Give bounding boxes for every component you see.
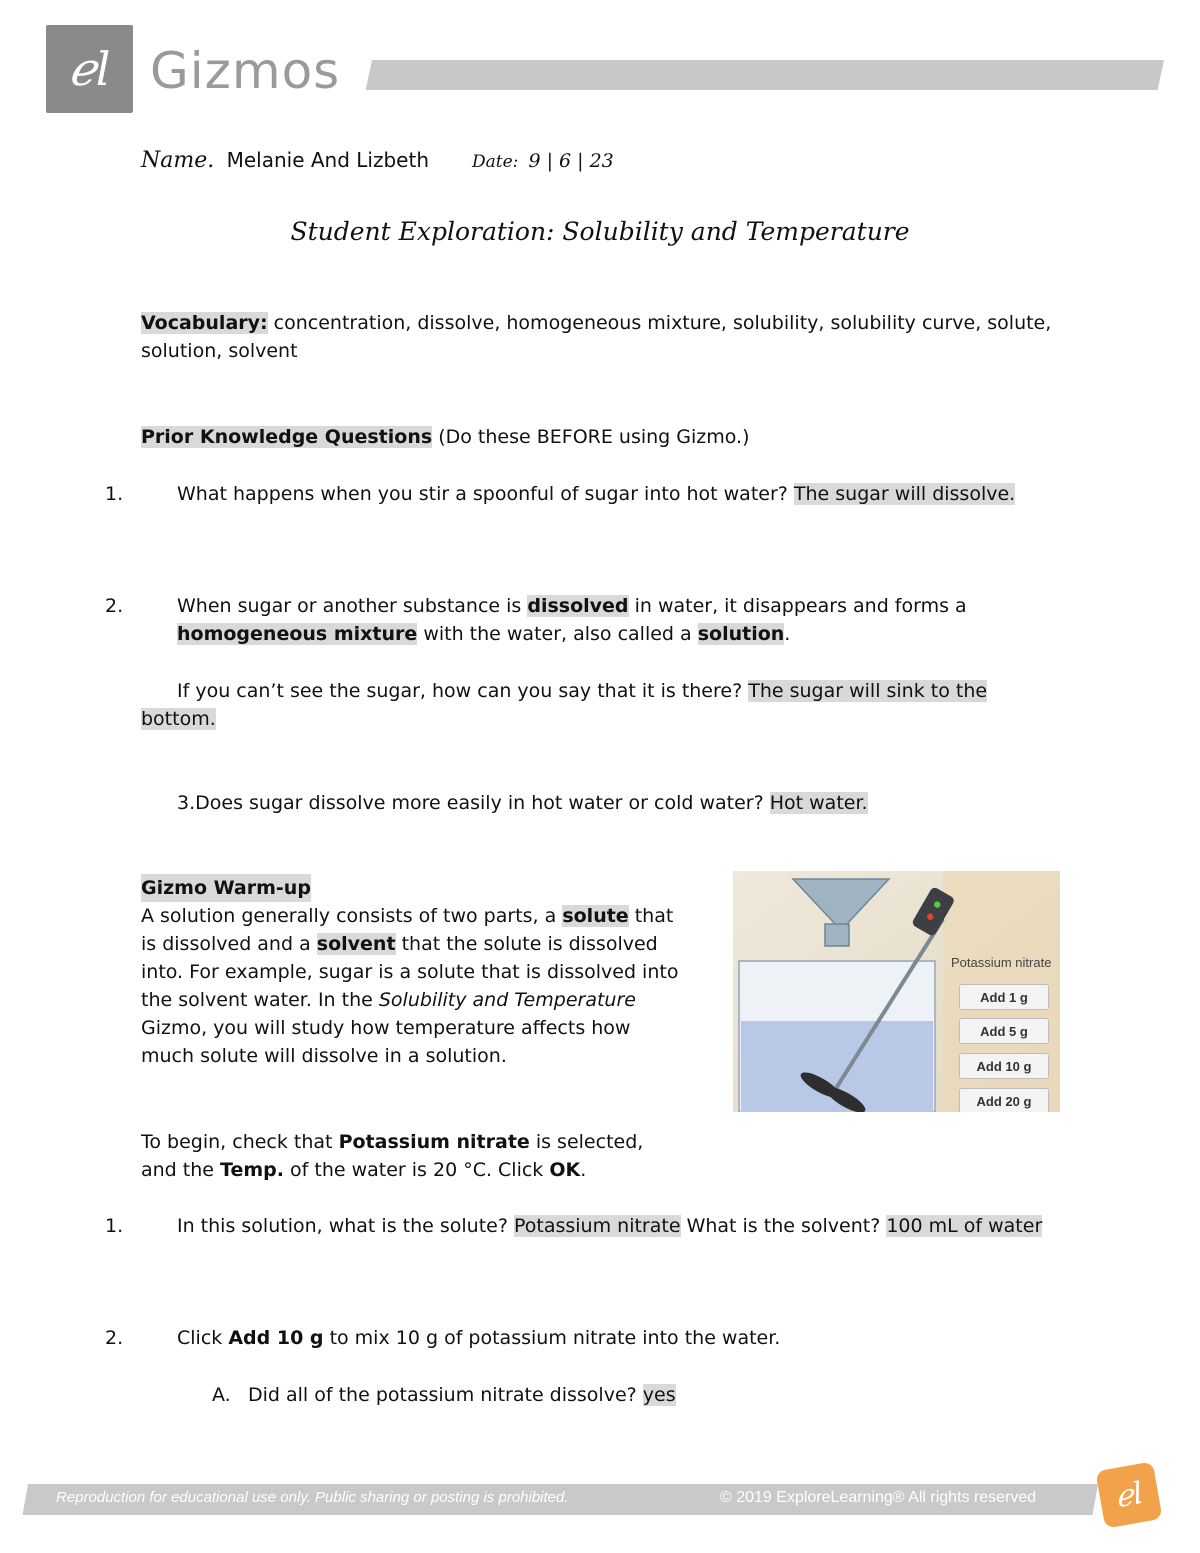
- question-2: 2. Click Add 10 g to mix 10 g of potassium nitrate into the water.: [105, 1327, 781, 1349]
- answer-3: Hot water.: [769, 792, 868, 814]
- date-label: Date:: [472, 152, 519, 172]
- gizmo-screenshot: [733, 871, 1060, 1112]
- name-line: [141, 148, 429, 173]
- add-10g-button[interactable]: Add 10 g: [959, 1053, 1049, 1079]
- footer-notice: Reproduction for educational use only. Public sharing or posting is prohibited.: [56, 1489, 569, 1506]
- name-label: Name.: [141, 148, 215, 173]
- add-20g-button[interactable]: Add 20 g: [959, 1088, 1049, 1112]
- add-5g-button[interactable]: Add 5 g: [959, 1018, 1049, 1044]
- gizmos-brand: Gizmos: [150, 42, 341, 100]
- question-1: 1. In this solution, what is the solute? Potassium nitrate What is the solvent? 100 mL of water: [105, 1215, 1043, 1237]
- answer-2a: yes: [642, 1384, 676, 1406]
- prior-question-3: 3.Does sugar dissolve more easily in hot water or cold water? Hot water.: [177, 792, 868, 814]
- answer-2: The sugar will sink to the bottom.: [141, 680, 988, 730]
- vocabulary-terms: concentration, dissolve, homogeneous mixture, solubility, solubility curve, solute, solution, solvent: [141, 312, 1052, 362]
- vocabulary: [141, 309, 1061, 365]
- warmup-paragraph: A solution generally consists of two parts, a solute that is dissolved and a solvent that the solute is dissolved into. For example, sugar is a solute that is dissolved into the solvent water. In the Solubility and Temperature Gizmo, you will study how temperature affects how much solute will dissolve in a solution.: [141, 905, 679, 1067]
- vocabulary-label: Vocabulary:: [141, 312, 268, 334]
- solute-label: Potassium nitrate: [951, 955, 1052, 970]
- footer-logo: ℯl: [1095, 1461, 1162, 1528]
- answer-1: The sugar will dissolve.: [793, 483, 1016, 505]
- explorelearning-logo: ℯl: [46, 25, 133, 113]
- prior-question-2-followup: If you can’t see the sugar, how can you say that it is there? The sugar will sink to the bottom.: [141, 680, 988, 730]
- answer-solvent: 100 mL of water: [886, 1215, 1043, 1237]
- prior-knowledge-heading: Prior Knowledge Questions (Do these BEFORE using Gizmo.): [141, 426, 750, 448]
- footer-copyright: © 2019 ExploreLearning® All rights reserved: [720, 1489, 1037, 1506]
- warmup-heading: Gizmo Warm-up: [141, 874, 311, 902]
- prior-question-1: 1. What happens when you stir a spoonful of sugar into hot water? The sugar will dissolve.: [105, 483, 1016, 505]
- header-bar: [366, 60, 1164, 90]
- add-1g-button[interactable]: Add 1 g: [959, 984, 1049, 1010]
- name-value: Melanie And Lizbeth: [226, 148, 430, 172]
- date-value: 9 | 6 | 23: [528, 150, 614, 172]
- date-line: [472, 150, 614, 172]
- question-2a: A. Did all of the potassium nitrate dissolve? yes: [212, 1384, 676, 1406]
- warmup-instructions: To begin, check that Potassium nitrate is selected, and the Temp. of the water is 20 °C. Click OK.: [141, 1131, 644, 1181]
- prior-question-2: 2. When sugar or another substance is dissolved in water, it disappears and forms a homogeneous mixture with the water, also called a solution.: [105, 595, 967, 645]
- answer-solute: Potassium nitrate: [513, 1215, 681, 1237]
- page-title: Student Exploration: Solubility and Temperature: [290, 217, 910, 246]
